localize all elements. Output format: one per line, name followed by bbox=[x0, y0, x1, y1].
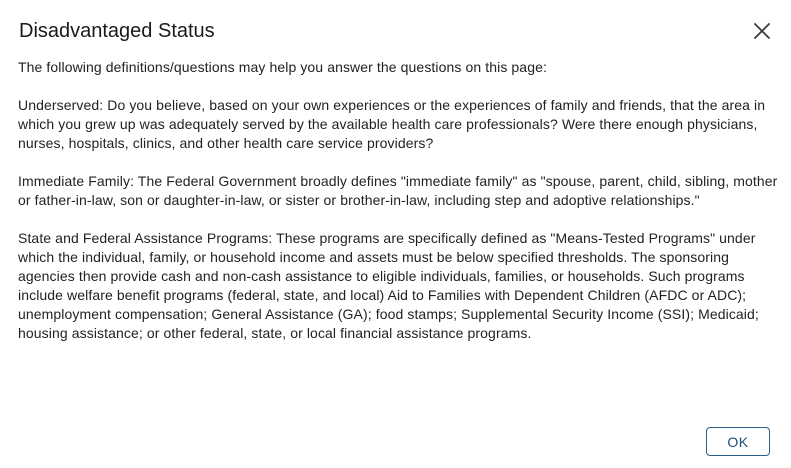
assistance-programs-definition: State and Federal Assistance Programs: These programs are specifically defined as "Means-Tested Programs" under which the individual, family, or household income and assets must be below specified thresholds. The sponsoring agencies then provide cash and non-cash assistance to eligible individuals, families, or households. Such programs include welfare benefit programs (federal, state, and local) Aid to Families with Dependent Children (AFDC or ADC); unemployment compensation; General Assistance (GA); food stamps; Supplemental Security Income (SSI); Medicaid; housing assistance; or other federal, state, or local financial assistance programs. bbox=[18, 230, 759, 341]
underserved-definition: Underserved: Do you believe, based on your own experiences or the experiences of family and friends, that the area in which you grew up was adequately served by the available health care professionals? Were there enough physicians, nurses, hospitals, clinics, and other health care service providers? bbox=[18, 97, 766, 151]
intro-text: The following definitions/questions may help you answer the questions on this page: bbox=[18, 59, 547, 75]
immediate-family-definition: Immediate Family: The Federal Government broadly defines "immediate family" as "spouse, parent, child, sibling, mother or father-in-law, son or daughter-in-law, or sister or brother-in-law, including step and adoptive relationships." bbox=[18, 173, 778, 208]
ok-button[interactable]: OK bbox=[706, 427, 770, 456]
dialog-body bbox=[18, 58, 778, 362]
close-button[interactable] bbox=[751, 20, 773, 42]
dialog-footer bbox=[0, 420, 791, 468]
close-icon bbox=[751, 20, 773, 42]
dialog-title: Disadvantaged Status bbox=[19, 20, 215, 42]
